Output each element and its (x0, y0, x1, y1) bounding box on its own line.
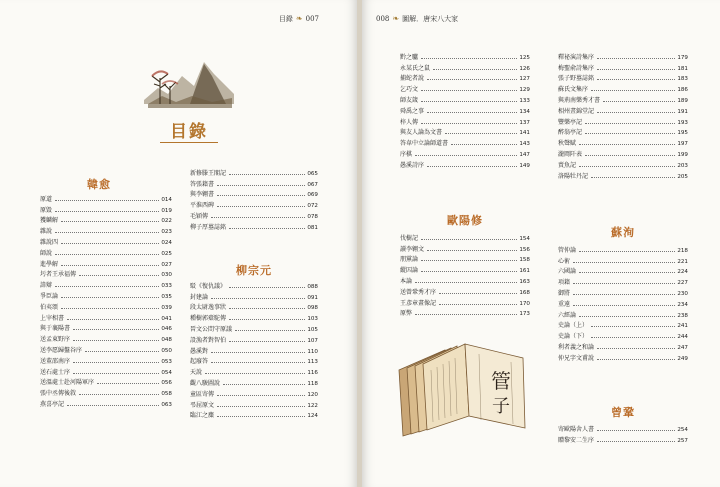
toc-row[interactable]: 平淮西碑 072 (190, 202, 318, 210)
toc-row[interactable]: 晉文公問守原議 105 (190, 325, 318, 333)
toc-row[interactable]: 種樹郭橐駝傳 103 (190, 315, 318, 323)
toc-row[interactable]: 史論（下） 244 (558, 333, 688, 341)
toc-row[interactable]: 與于襄陽書 046 (40, 325, 172, 333)
section-title-han-yu: 韓愈 (87, 178, 111, 191)
toc-row[interactable]: 利者義之和論 247 (558, 343, 688, 351)
toc-row[interactable]: 原道 014 (40, 195, 172, 203)
toc-row[interactable]: 乞巧文 129 (400, 86, 530, 94)
toc-row[interactable]: 管仲論 218 (558, 246, 688, 254)
toc-row[interactable]: 雜說四 024 (40, 238, 172, 246)
toc-row[interactable]: 師友箴 133 (400, 96, 530, 104)
toc-row[interactable]: 王彥章畫像記 170 (400, 299, 530, 307)
toc-row[interactable]: 蘇氏文集序 186 (558, 86, 688, 94)
toc-row[interactable]: 柳子厚墓誌銘 081 (190, 223, 318, 231)
toc-row[interactable]: 天說 116 (190, 369, 318, 377)
toc-row[interactable]: 伯夷頌 039 (40, 303, 172, 311)
title-block (142, 50, 236, 146)
toc-row[interactable]: 送董邵南序 053 (40, 357, 172, 365)
toc-row[interactable]: 相州晝錦堂記 191 (558, 107, 688, 115)
toc-row[interactable]: 伐樹記 154 (400, 234, 530, 242)
toc-row[interactable]: 原弊 173 (400, 310, 530, 318)
toc-row[interactable]: 釋祕演詩集序 179 (558, 53, 688, 61)
toc-row[interactable]: 朋黨論 158 (400, 256, 530, 264)
toc-row[interactable]: 封建論 091 (190, 293, 318, 301)
toc-row[interactable]: 張中丞傳後敘 058 (40, 390, 172, 398)
toc-row[interactable]: 爭臣論 035 (40, 292, 172, 300)
toc-row[interactable]: 本論 163 (400, 277, 530, 285)
title-rule (160, 142, 218, 143)
page-number: 008 (376, 15, 390, 23)
toc-row[interactable]: 新修滕王閣記 065 (190, 169, 318, 177)
toc-row[interactable]: 瀧岡阡表 199 (558, 150, 688, 158)
toc-row[interactable]: 設漁者對智伯 107 (190, 336, 318, 344)
landscape-painting-icon (142, 50, 236, 112)
section-title-ouyang-xiu: 歐陽修 (447, 214, 483, 227)
toc-zeng-gong (558, 422, 688, 444)
section-title-su-xun: 蘇洵 (611, 226, 635, 239)
toc-row[interactable]: 與友人論為文書 141 (400, 129, 530, 137)
toc-row[interactable]: 進學解 027 (40, 260, 172, 268)
toc-row[interactable]: 送曾鞏秀才序 168 (400, 288, 530, 296)
header-ornament-icon: ❧ (295, 14, 303, 23)
svg-text:管: 管 (491, 369, 511, 393)
toc-row[interactable]: 送石處士序 054 (40, 368, 172, 376)
toc-ouyang-xiu (400, 231, 530, 317)
toc-row[interactable]: 張子野墓誌銘 183 (558, 75, 688, 83)
toc-row[interactable]: 仲兄字文甫說 249 (558, 354, 688, 362)
toc-row[interactable]: 駁《復仇議》 088 (190, 282, 318, 290)
right-page (362, 0, 720, 487)
toc-row[interactable]: 愚溪詩序 149 (400, 161, 530, 169)
toc-han-yu-col2 (190, 166, 318, 231)
toc-row[interactable]: 獲麟解 022 (40, 217, 172, 225)
page-title: 目錄 (170, 122, 208, 142)
toc-row[interactable]: 永某氏之鼠 126 (400, 64, 530, 72)
toc-row[interactable]: 與李翱書 069 (190, 191, 318, 199)
toc-han-yu-col1 (40, 192, 172, 408)
toc-row[interactable]: 六國論 224 (558, 268, 688, 276)
toc-row[interactable]: 御將 230 (558, 289, 688, 297)
toc-row[interactable]: 送溫處士赴河陽軍序 056 (40, 379, 172, 387)
toc-row[interactable]: 送孟東野序 048 (40, 336, 172, 344)
toc-row[interactable]: 豐樂亭記 193 (558, 118, 688, 126)
toc-row[interactable]: 段太尉逸事狀 098 (190, 304, 318, 312)
toc-su-xun (558, 243, 688, 362)
toc-row[interactable]: 心術 221 (558, 257, 688, 265)
toc-row[interactable]: 項籍 227 (558, 279, 688, 287)
toc-row[interactable]: 黔之驢 125 (400, 53, 530, 61)
toc-row[interactable]: 六經論 238 (558, 311, 688, 319)
left-header (279, 14, 319, 24)
section-title-zeng-gong: 曾鞏 (611, 406, 635, 419)
toc-ouyang-xiu-cont (558, 50, 688, 180)
toc-row[interactable]: 寄歐陽舍人書 254 (558, 425, 688, 433)
toc-row[interactable]: 縱囚論 161 (400, 267, 530, 275)
toc-row[interactable]: 上宰相書 041 (40, 314, 172, 322)
toc-row[interactable]: 諱辯 033 (40, 282, 172, 290)
toc-row[interactable]: 贈黎安二生序 257 (558, 436, 688, 444)
header-label: 圖解．唐宋八大家 (402, 15, 459, 23)
toc-row[interactable]: 賣魚記 203 (558, 161, 688, 169)
toc-row[interactable]: 弔屈原文 122 (190, 401, 318, 409)
toc-row[interactable]: 臨江之麋 124 (190, 412, 318, 420)
toc-row[interactable]: 史論（上） 241 (558, 322, 688, 330)
header-label: 目錄 (278, 15, 293, 23)
toc-row[interactable]: 愚溪對 110 (190, 347, 318, 355)
toc-row[interactable]: 洛陽牡丹記 205 (558, 172, 688, 180)
toc-row[interactable]: 秋聲賦 197 (558, 140, 688, 148)
toc-liu-zongyuan-cont (400, 50, 530, 169)
toc-row[interactable]: 圬者王承福傳 030 (40, 271, 172, 279)
toc-row[interactable]: 雜說 023 (40, 228, 172, 236)
toc-row[interactable]: 送李愿歸盤谷序 050 (40, 346, 172, 354)
toc-row[interactable]: 梓人傳 137 (400, 118, 530, 126)
toc-row[interactable]: 原毀 019 (40, 206, 172, 214)
header-ornament-icon: ❧ (392, 14, 400, 23)
toc-row[interactable]: 毛穎傳 078 (190, 212, 318, 220)
toc-row[interactable]: 讀李翱文 156 (400, 245, 530, 253)
ancient-books-illustration (395, 340, 530, 440)
right-header (376, 14, 458, 24)
toc-row[interactable]: 童區寄傳 120 (190, 390, 318, 398)
toc-row[interactable]: 師說 025 (40, 249, 172, 257)
toc-row[interactable]: 捕蛇者說 127 (400, 75, 530, 83)
toc-row[interactable]: 與荊南樂秀才書 189 (558, 96, 688, 104)
toc-row[interactable]: 重遠 234 (558, 300, 688, 308)
toc-row[interactable]: 觀八駿圖說 118 (190, 379, 318, 387)
toc-row[interactable]: 答韋中立論師道書 143 (400, 140, 530, 148)
toc-row[interactable]: 燕喜亭記 063 (40, 400, 172, 408)
toc-row[interactable]: 答張籍書 067 (190, 180, 318, 188)
toc-row[interactable]: 醉翁亭記 195 (558, 129, 688, 137)
toc-row[interactable]: 起廢答 113 (190, 358, 318, 366)
toc-liu-zongyuan (190, 279, 318, 419)
toc-row[interactable]: 舜禹之事 134 (400, 107, 530, 115)
toc-row[interactable]: 梅聖俞詩集序 181 (558, 64, 688, 72)
page-number: 007 (305, 15, 319, 23)
left-page (0, 0, 357, 487)
section-title-liu-zongyuan: 柳宗元 (236, 264, 272, 277)
svg-text:子: 子 (492, 396, 510, 417)
books-icon (395, 340, 530, 440)
toc-row[interactable]: 序棋 147 (400, 150, 530, 158)
